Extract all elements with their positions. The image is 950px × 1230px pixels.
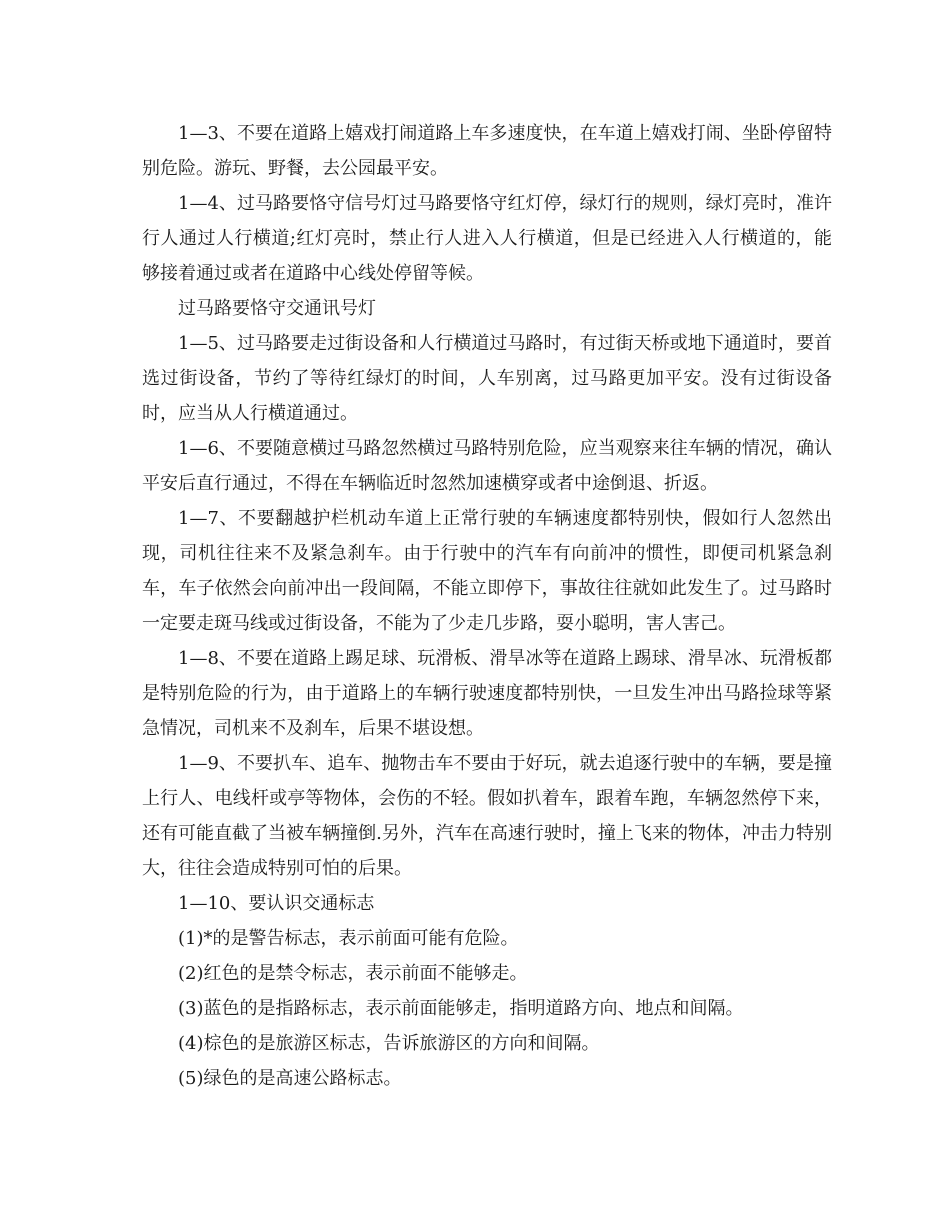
paragraph-1-9: 1—9、不要扒车、追车、抛物击车不要由于好玩，就去追逐行驶中的车辆，要是撞上行人、电线杆或亭等物体，会伤的不轻。假如扒着车，跟着车跑，车辆忽然停下来，还有可能直截了当被车辆撞倒.另外，汽车在高速行驶时，撞上飞来的物体，冲击力特别大，往往会造成特别可怕的后果。 — [142, 753, 832, 879]
sign-item-tourist: (4)棕色的是旅游区标志，告诉旅游区的方向和间隔。 — [178, 1033, 600, 1054]
paragraph-1-6: 1—6、不要随意横过马路忽然横过马路特别危险，应当观察来往车辆的情况，确认平安后直行通过，不得在车辆临近时忽然加速横穿或者中途倒退、折返。 — [142, 438, 832, 494]
paragraph-1-8: 1—8、不要在道路上踢足球、玩滑板、滑旱冰等在道路上踢球、滑旱冰、玩滑板都是特别危险的行为，由于道路上的车辆行驶速度都特别快，一旦发生冲出马路捡球等紧急情况，司机来不及刹车，后果不堪设想。 — [142, 648, 832, 739]
paragraph-1-5: 1—5、过马路要走过街设备和人行横道过马路时，有过街天桥或地下通道时，要首选过街设备，节约了等待红绿灯的时间，人车别离，过马路更加平安。没有过街设备时，应当从人行横道通过。 — [142, 333, 832, 424]
paragraph-1-3: 1—3、不要在道路上嬉戏打闹道路上车多速度快，在车道上嬉戏打闹、坐卧停留特别危险。游玩、野餐，去公园最平安。 — [142, 123, 832, 179]
paragraph-1-7: 1—7、不要翻越护栏机动车道上正常行驶的车辆速度都特别快，假如行人忽然出现，司机往往来不及紧急刹车。由于行驶中的汽车有向前冲的惯性，即便司机紧急刹车，车子依然会向前冲出一段间隔，不能立即停下，事故往往就如此发生了。过马路时一定要走斑马线或过街设备，不能为了少走几步路，耍小聪明，害人害己。 — [142, 508, 832, 634]
sign-item-prohibition: (2)红色的是禁令标志，表示前面不能够走。 — [178, 963, 528, 984]
document-body — [142, 116, 832, 1096]
sign-item-warning: (1)*的是警告标志，表示前面可能有危险。 — [178, 928, 519, 949]
sign-item-highway: (5)绿色的是高速公路标志。 — [178, 1068, 402, 1089]
sign-item-guide: (3)蓝色的是指路标志，表示前面能够走，指明道路方向、地点和间隔。 — [178, 998, 744, 1019]
signs-heading: 1—10、要认识交通标志 — [178, 893, 375, 914]
paragraph-1-4: 1—4、过马路要恪守信号灯过马路要恪守红灯停，绿灯行的规则，绿灯亮时，准许行人通过人行横道;红灯亮时，禁止行人进入人行横道，但是已经进入人行横道的，能够接着通过或者在道路中心线处停留等候。 — [142, 193, 832, 284]
paragraph-signal-heading: 过马路要恪守交通讯号灯 — [178, 298, 376, 319]
